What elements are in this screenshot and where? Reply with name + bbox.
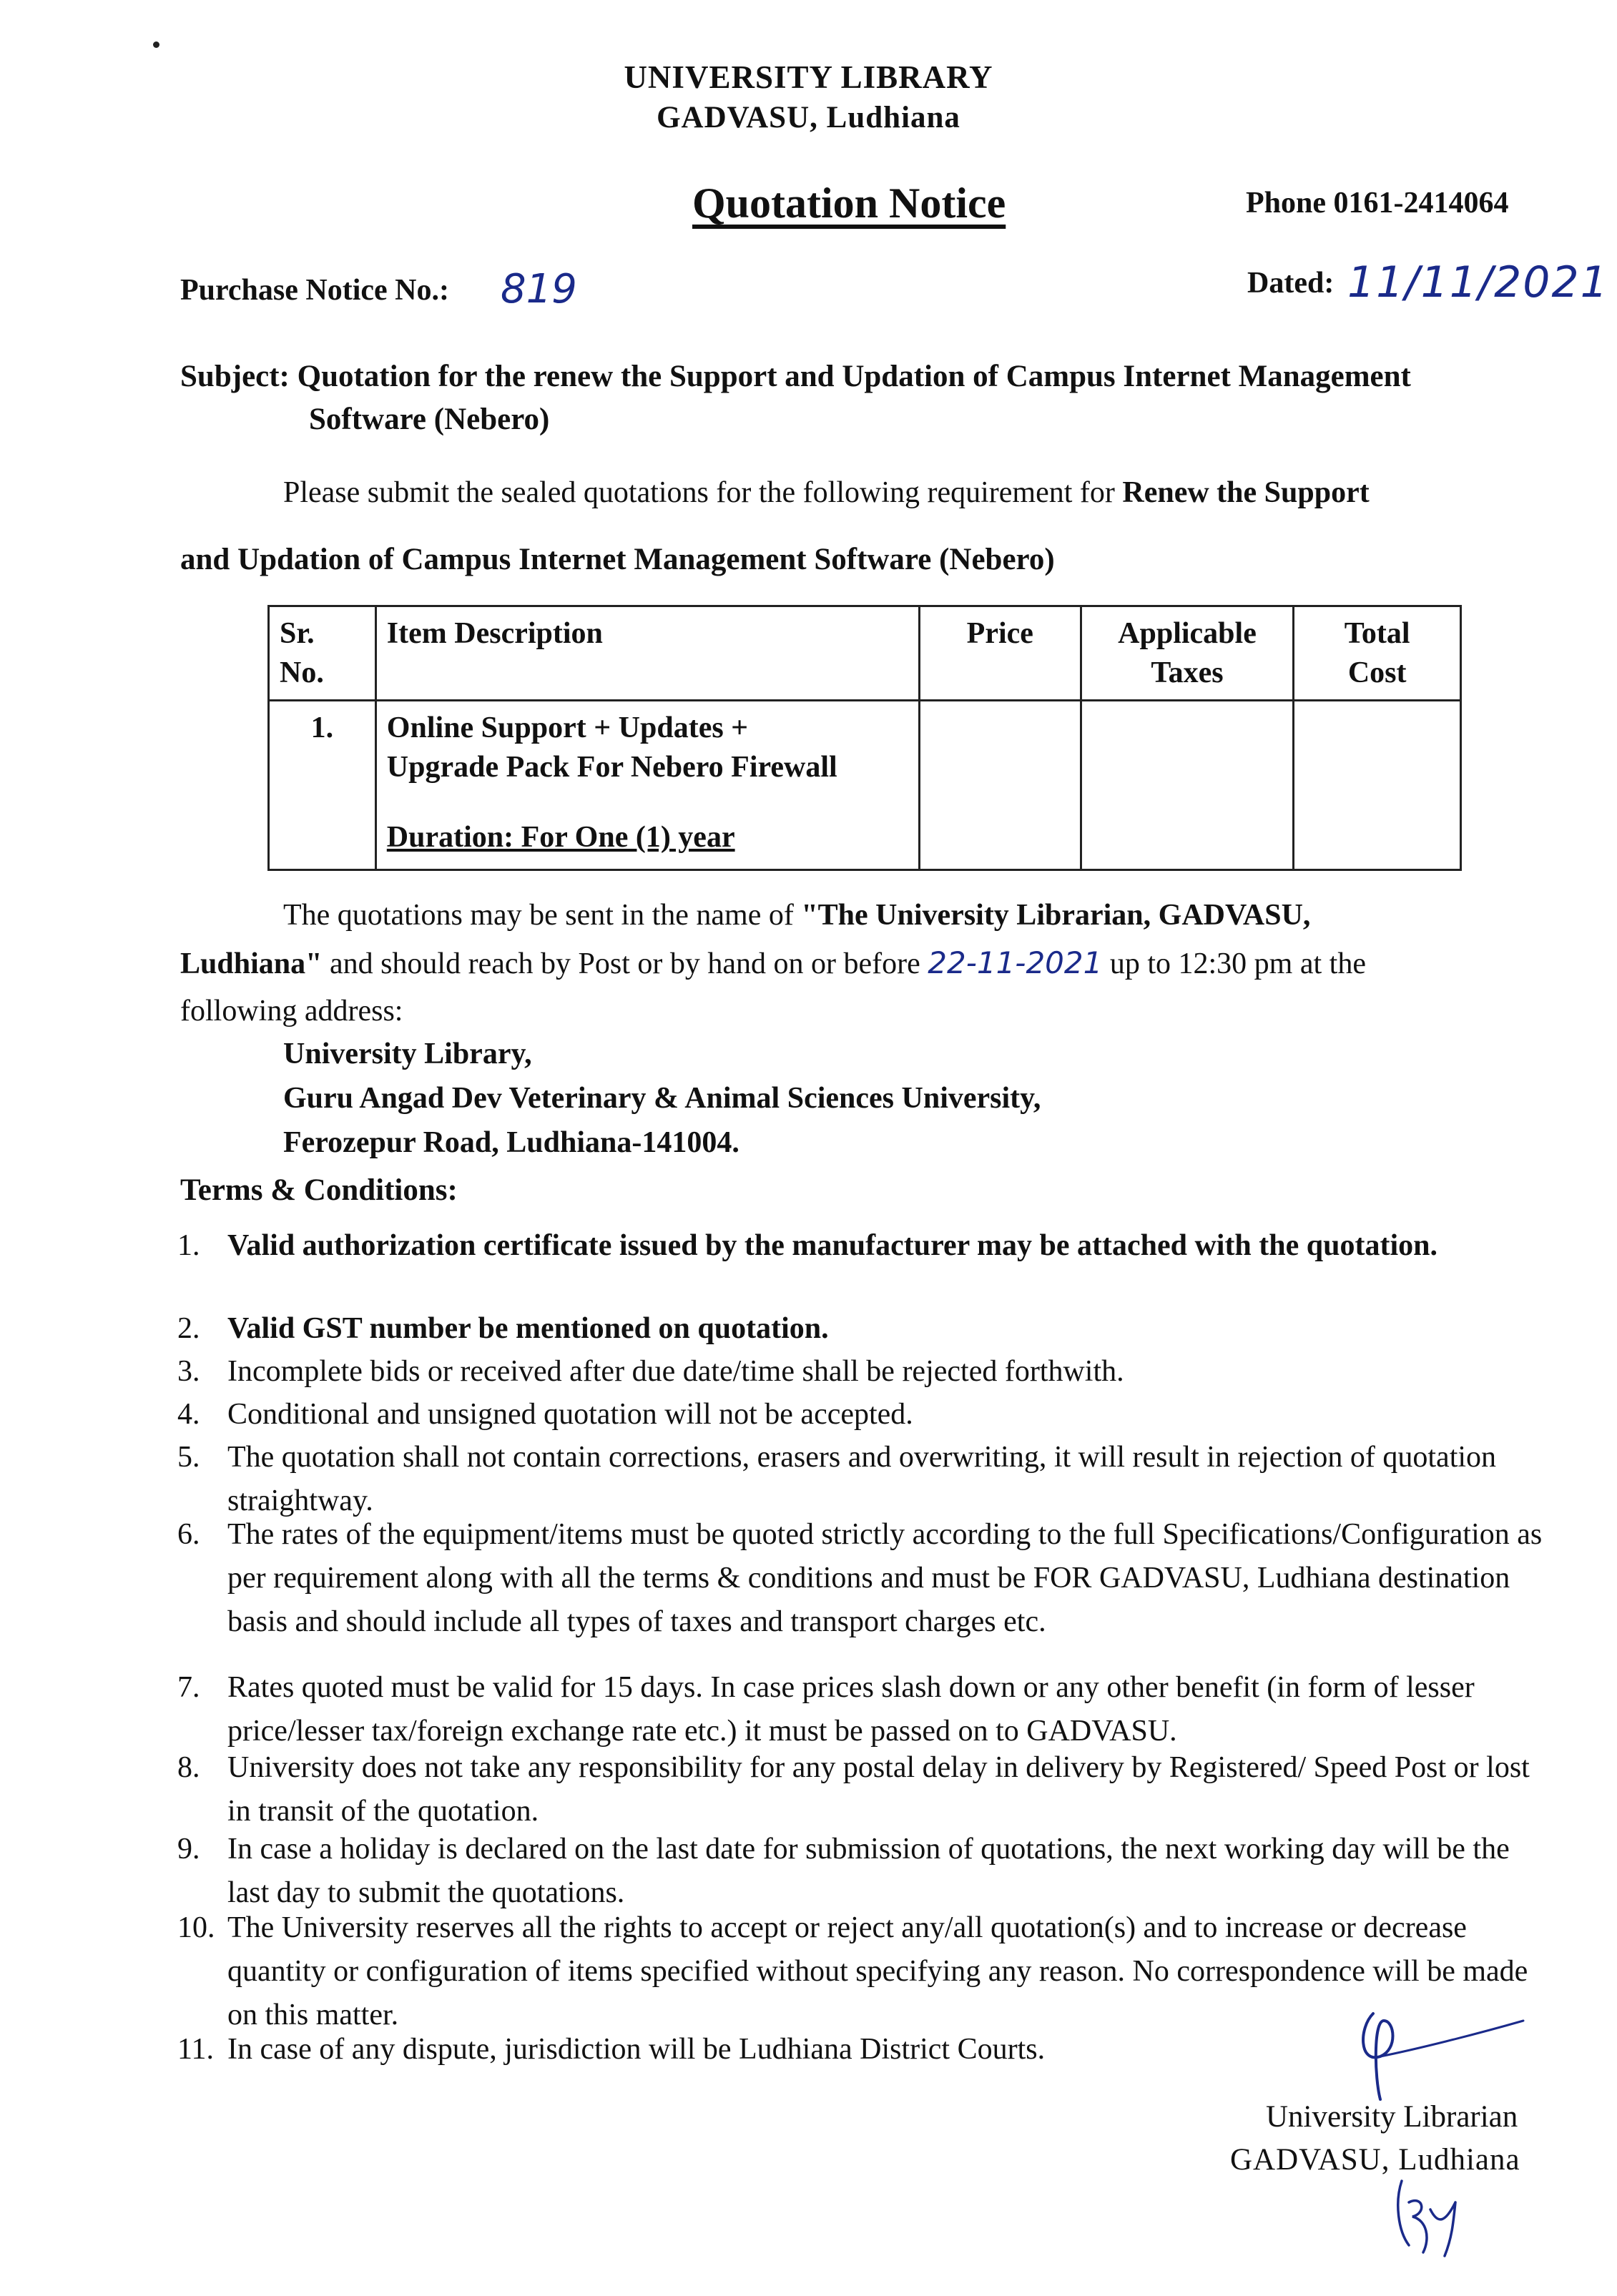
intro-line-2: and Updation of Campus Internet Management Software (Nebero)	[180, 543, 1055, 576]
address-line-2: Guru Angad Dev Veterinary & Animal Sciences University,	[283, 1082, 1041, 1115]
signatory-institution: GADVASU, Ludhiana	[1230, 2143, 1520, 2177]
header-total-cost: Total Cost	[1294, 606, 1461, 701]
header-price: Price	[919, 606, 1081, 701]
table-row	[269, 701, 1461, 870]
notice-title: Quotation Notice	[692, 179, 1006, 227]
term-item-7: 7. Rates quoted must be valid for 15 days. In case prices slash down or any other benefit (in form of lesser price/lesser tax/foreign exchange rate etc.) it must be passed on to GADVASU.	[177, 1671, 1475, 1748]
table-header-row	[269, 606, 1461, 701]
term-item-4: 4. Conditional and unsigned quotation will not be accepted.	[177, 1398, 913, 1431]
term-item-6: 6. The rates of the equipment/items must be quoted strictly according to the full Specifications/Configuration as per requirement along with all the terms & conditions and must be FOR GADVASU, Ludhiana destination basis and should include all types of taxes and transport charges etc.	[177, 1518, 1543, 1638]
phone-number: Phone 0161-2414064	[1246, 187, 1509, 220]
term-item-9: 9. In case a holiday is declared on the last date for submission of quotations, the next working day will be the last day to submit the quotations.	[177, 1833, 1510, 1909]
row-duration: Duration: For One (1) year	[386, 821, 735, 854]
term-item-3: 3. Incomplete bids or received after due date/time shall be rejected forthwith.	[177, 1355, 1124, 1388]
row-sr: 1.	[269, 701, 376, 870]
intro-bold: Renew the Support	[1122, 476, 1370, 509]
header-university-library: UNIVERSITY LIBRARY	[624, 59, 993, 95]
initials-signature	[1387, 2174, 1466, 2260]
librarian-signature	[1330, 1999, 1530, 2107]
quotation-table	[267, 605, 1462, 871]
submission-line-1: The quotations may be sent in the name of "The University Librarian, GADVASU,	[283, 899, 1311, 932]
term-item-1: 1. Valid authorization certificate issued by the manufacturer may be attached with the quotation.	[177, 1229, 1437, 1262]
subject-line-1: Subject: Quotation for the renew the Support and Updation of Campus Internet Management	[180, 360, 1411, 393]
terms-heading: Terms & Conditions:	[180, 1173, 458, 1207]
term-item-10: 10. The University reserves all the rights to accept or reject any/all quotation(s) and to increase or decrease quantity or configuration of items specified without specifying any reason. No correspondence will be made on this matter.	[177, 1911, 1528, 2031]
purchase-notice-label: Purchase Notice No.:	[180, 274, 449, 307]
scan-dot	[153, 41, 159, 48]
header-sr-no: Sr. No.	[269, 606, 376, 701]
row-description: Online Support + Updates + Upgrade Pack For Nebero Firewall Duration: For One (1) year	[375, 701, 919, 870]
row-price	[919, 701, 1081, 870]
submission-line-3: following address:	[180, 995, 403, 1028]
term-item-11: 11. In case of any dispute, jurisdiction will be Ludhiana District Courts.	[177, 2033, 1046, 2066]
dated-value: 11/11/2021	[1347, 257, 1609, 307]
row-total	[1294, 701, 1461, 870]
address-line-1: University Library,	[283, 1038, 532, 1070]
header-gadvasu-ludhiana: GADVASU, Ludhiana	[657, 101, 960, 134]
due-date: 22-11-2021	[928, 945, 1103, 980]
address-line-3: Ferozepur Road, Ludhiana-141004.	[283, 1126, 739, 1159]
intro-text: Please submit the sealed quotations for the following requirement for	[283, 476, 1115, 509]
dated-label: Dated:	[1247, 267, 1335, 300]
submission-line-2: Ludhiana" and should reach by Post or by hand on or before 22-11-2021 up to 12:30 pm at the	[180, 945, 1366, 980]
term-item-8: 8. University does not take any responsibility for any postal delay in delivery by Registered/ Speed Post or lost in transit of the quotation.	[177, 1751, 1530, 1828]
signatory-title: University Librarian	[1266, 2100, 1518, 2134]
subject-line-2: Software (Nebero)	[309, 403, 550, 436]
header-applicable-taxes: Applicable Taxes	[1081, 606, 1294, 701]
purchase-notice-number: 819	[501, 266, 577, 312]
intro-line-1	[283, 476, 1556, 510]
term-item-5: 5. The quotation shall not contain corrections, erasers and overwriting, it will result in rejection of quotation straightway.	[177, 1441, 1497, 1517]
term-item-2: 2. Valid GST number be mentioned on quotation.	[177, 1312, 829, 1345]
header-item-description: Item Description	[375, 606, 919, 701]
row-taxes	[1081, 701, 1294, 870]
